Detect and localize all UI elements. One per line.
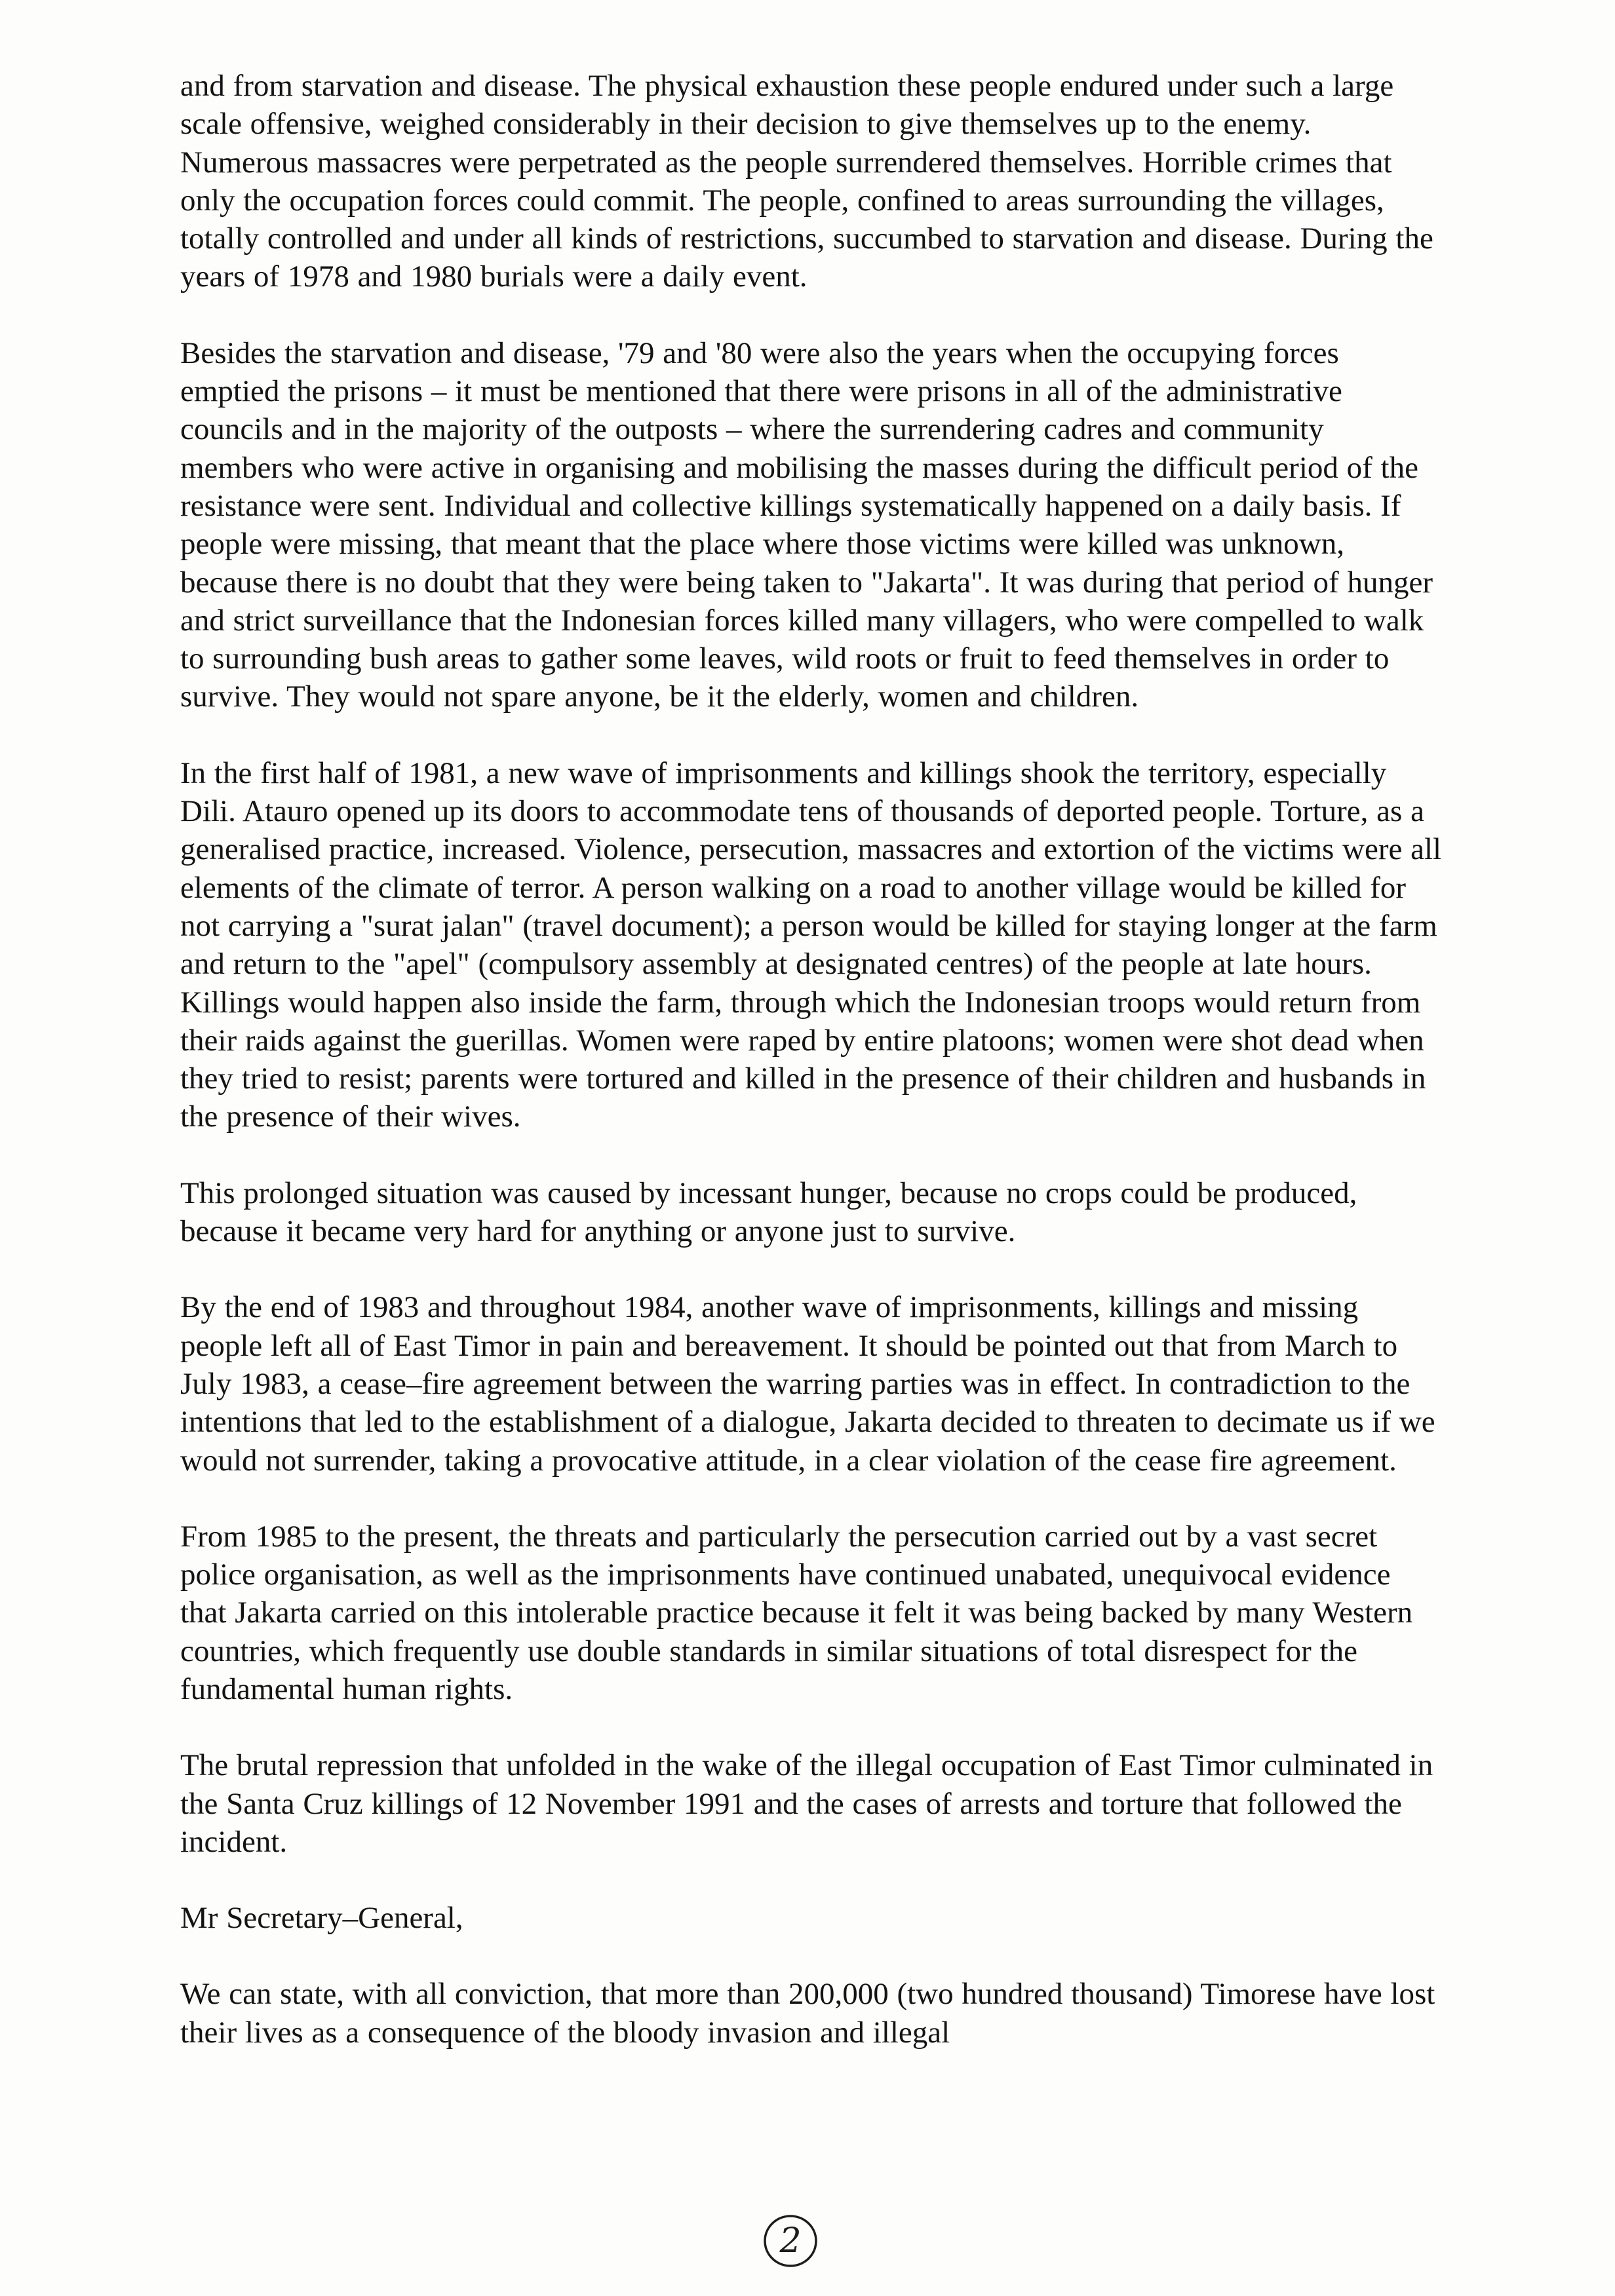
paragraph-prisons: Besides the starvation and disease, '79 and '80 were also the years when the occupying forces emptied the prisons – it must be mentioned that there were prisons in all of the administrative councils and in the majority of the outposts – where the surrendering cadres and community members who were active in organising and mobilising the masses during the difficult period of the resistance were sent. Individual and collective killings systematically happened on a daily basis. If people were missing, that meant that the place where those victims were killed was unknown, because there is no doubt that they were being taken to "Jakarta". It was during that period of hunger and strict surveillance that the Indonesian forces killed many villagers, who were compelled to walk to surrounding bush areas to gather some leaves, wild roots or fruit to feed themselves in order to survive. They would not spare anyone, be it the elderly, women and children. [180, 335, 1433, 714]
paragraph-1981-wave: In the first half of 1981, a new wave of imprisonments and killings shook the territory, especially Dili. Atauro opened up its doors to accommodate tens of thousands of deported people. Torture, as a generalised practice, increased. Violence, persecution, massacres and extortion of the victims were all elements of the climate of terror. A person walking on a road to another village would be killed for not carrying a "surat jalan" (travel document); a person would be killed for staying longer at the farm and return to the "apel" (compulsory assembly at designated centres) of the people at late hours. Killings would happen also inside the farm, through which the Indonesian troops would return from their raids against the guerillas. Women were raped by entire platoons; women were shot dead when they tried to resist; parents were tortured and killed in the presence of their children and husbands in the presence of their wives. [180, 756, 1442, 1134]
page-number: 2 [779, 2221, 802, 2261]
paragraph-1985-present: From 1985 to the present, the threats and particularly the persecution carried out by a vast secret police organisation, as well as the imprisonments have continued unabated, unequivocal evidence that Jakarta carried on this intolerable practice because it felt it was being backed by many Western countries, which frequently use double standards in similar situations of total disrespect for the fundamental human rights. [180, 1519, 1413, 1706]
page-number-stamp [762, 2213, 819, 2269]
paragraph-hunger: This prolonged situation was caused by incessant hunger, because no crops could be produced, because it became very hard for anything or anyone just to survive. [180, 1176, 1357, 1249]
paragraph-1983-1984: By the end of 1983 and throughout 1984, another wave of imprisonments, killings and missing people left all of East Timor in pain and bereavement. It should be pointed out that from March to July 1983, a cease–fire agreement between the warring parties was in effect. In contradiction to the intentions that led to the establishment of a dialogue, Jakarta decided to threaten to decimate us if we would not surrender, taking a provocative attitude, in a clear violation of the cease fire agreement. [180, 1290, 1435, 1478]
paragraph-starvation: and from starvation and disease. The physical exhaustion these people endured under such a large scale offensive, weighed considerably in their decision to give themselves up to the enemy. Numerous massacres were perpetrated as the people surrendered themselves. Horrible crimes that only the occupation forces could commit. The people, confined to areas surrounding the villages, totally controlled and under all kinds of restrictions, succumbed to starvation and disease. During the years of 1978 and 1980 burials were a daily event. [180, 69, 1433, 294]
letter-body [180, 67, 1442, 2052]
paragraph-death-toll: We can state, with all conviction, that more than 200,000 (two hundred thousand) Timorese have lost their lives as a consequence of the bloody invasion and illegal [180, 1977, 1435, 2050]
salutation: Mr Secretary–General, [180, 1901, 463, 1936]
paragraph-santa-cruz: The brutal repression that unfolded in the wake of the illegal occupation of East Timor culminated in the Santa Cruz killings of 12 November 1991 and the cases of arrests and torture that followed the incident. [180, 1748, 1433, 1859]
